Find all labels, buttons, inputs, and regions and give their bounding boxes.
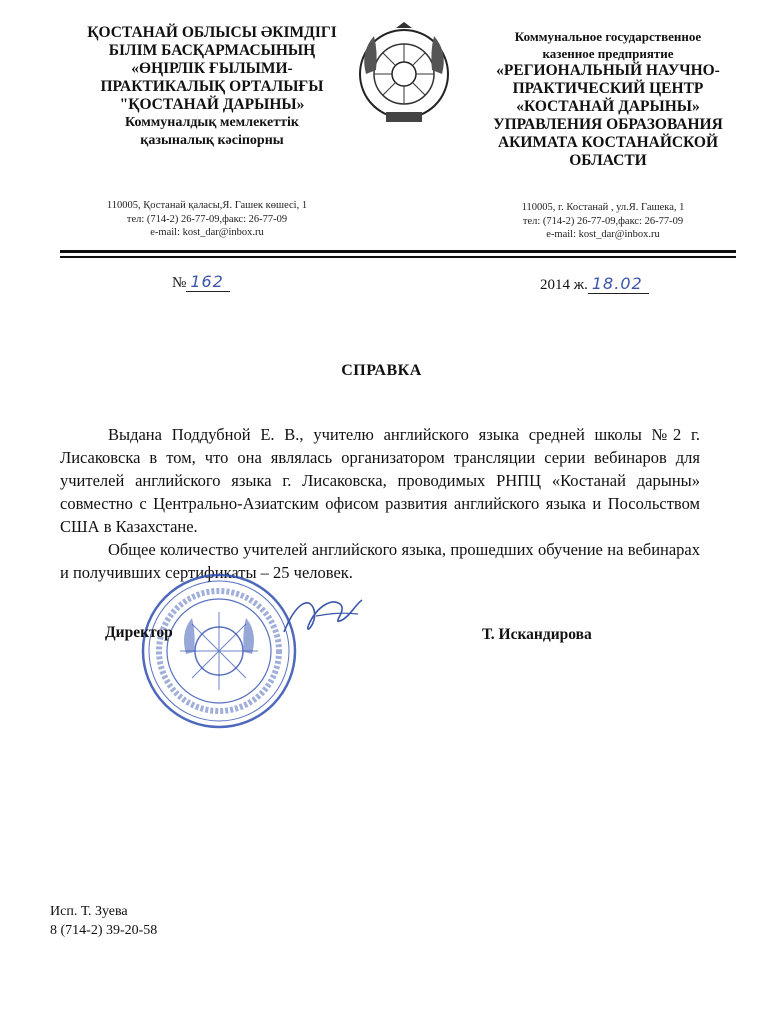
header-right-subline: Коммунальное государственное <box>514 29 702 44</box>
document-body <box>60 423 700 584</box>
executor-phone: 8 (714-2) 39-20-58 <box>50 923 158 938</box>
header-left-line: «ӨҢІРЛІК ҒЫЛЫМИ- <box>131 60 293 77</box>
document-title: СПРАВКА <box>341 362 422 379</box>
body-paragraph: Общее количество учителей английского языка, прошедших обучение на вебинарах и получивших сертификаты – 25 человек. <box>60 540 700 582</box>
state-emblem-icon <box>356 22 452 126</box>
address-line: тел: (714-2) 26-77-09,факс: 26-77-09 <box>522 215 684 227</box>
reference-number <box>172 272 230 292</box>
address-line: 110005, г. Костанай , ул.Я. Гашека, 1 <box>521 202 685 213</box>
header-right <box>476 28 740 170</box>
header-left-line: ҚОСТАНАЙ ОБЛЫСЫ ӘКІМДІГІ <box>87 24 337 41</box>
executor-footer <box>50 902 157 940</box>
number-value: 162 <box>186 272 230 292</box>
header-divider <box>60 256 736 258</box>
address-line: 110005, Қостанай қаласы,Я. Гашек көшесі, 1 <box>106 200 308 211</box>
header-right-line: ПРАКТИЧЕСКИЙ ЦЕНТР <box>512 80 704 97</box>
address-line: e-mail: kost_dar@inbox.ru <box>546 229 660 240</box>
address-line: тел: (714-2) 26-77-09,факс: 26-77-09 <box>126 213 288 225</box>
header-left-line: "ҚОСТАНАЙ ДАРЫНЫ» <box>119 96 305 113</box>
address-left <box>92 199 322 240</box>
header-right-line: «КОСТАНАЙ ДАРЫНЫ» <box>516 98 700 115</box>
header-right-subline: казенное предприятие <box>542 46 674 61</box>
body-paragraph: Выдана Поддубной Е. В., учителю английского языка средней школы №2 г. Лисаковска в том, что она являлась организатором трансляции серии вебинаров для учителей английского языка г. Лисаковска, проводимых РНПЦ «Костанай дарыны» совместно с Центрально-Азиатским офисом развития английского языка и Посольством США в Казахстане. <box>60 425 700 536</box>
address-right <box>494 201 712 242</box>
header-left-subline: қазыналық кәсіпорны <box>140 133 284 148</box>
header-right-line: ОБЛАСТИ <box>569 152 647 169</box>
signatory-name: Т. Искандирова <box>482 626 592 643</box>
header-right-line: АКИМАТА КОСТАНАЙСКОЙ <box>497 134 719 151</box>
executor-name: Исп. Т. Зуева <box>50 904 128 919</box>
date-value: 18.02 <box>588 274 649 294</box>
header-left-line: ПРАКТИКАЛЫҚ ОРТАЛЫҒЫ <box>100 78 324 95</box>
date-prefix: 2014 ж. <box>540 277 588 293</box>
official-stamp <box>140 572 298 730</box>
header-left <box>78 24 346 150</box>
number-label: № <box>172 275 187 291</box>
header-left-subline: Коммуналдық мемлекеттік <box>125 115 299 130</box>
header-left-line: БІЛІМ БАСҚАРМАСЫНЫҢ <box>108 42 316 59</box>
signature-scribble <box>280 592 366 644</box>
header-right-line: «РЕГИОНАЛЬНЫЙ НАУЧНО- <box>496 62 720 79</box>
address-line: e-mail: kost_dar@inbox.ru <box>150 227 264 238</box>
header-divider <box>60 250 736 253</box>
reference-date <box>540 274 649 294</box>
header-right-line: УПРАВЛЕНИЯ ОБРАЗОВАНИЯ <box>493 116 723 133</box>
signatory-position: Директор <box>105 624 173 641</box>
